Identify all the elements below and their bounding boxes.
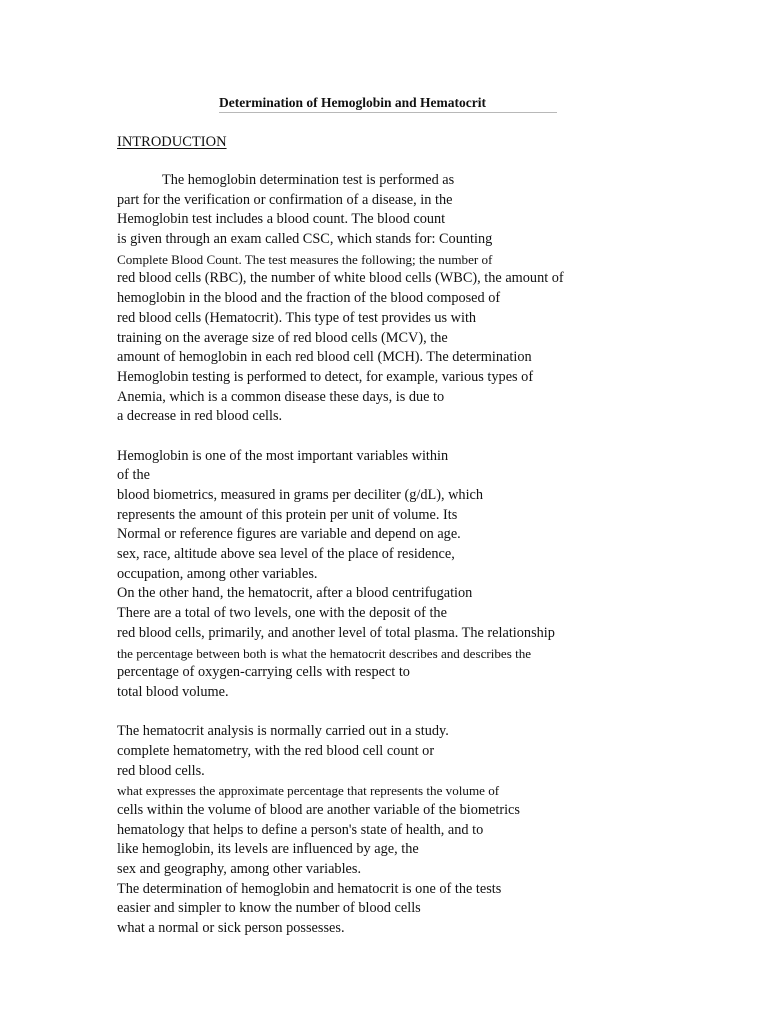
text-line: easier and simpler to know the number of blood cells xyxy=(117,900,421,917)
text-line: red blood cells. xyxy=(117,762,205,779)
text-line: red blood cells, primarily, and another level of total plasma. The relationship xyxy=(117,624,555,641)
text-line: like hemoglobin, its levels are influenced by age, the xyxy=(117,841,419,858)
text-line: red blood cells (Hematocrit). This type of test provides us with xyxy=(117,309,477,326)
text-line: Hemoglobin testing is performed to detect, for example, various types of xyxy=(117,368,534,385)
text-line: represents the amount of this protein per unit of volume. Its xyxy=(117,506,458,523)
text-line: complete hematometry, with the red blood cell count or xyxy=(117,742,435,759)
text-line: The hematocrit analysis is normally carried out in a study. xyxy=(117,723,449,740)
text-line: amount of hemoglobin in each red blood cell (MCH). The determination xyxy=(117,349,532,366)
text-line: what a normal or sick person possesses. xyxy=(117,920,345,937)
text-line: occupation, among other variables. xyxy=(117,565,318,582)
text-line: Normal or reference figures are variable and depend on age. xyxy=(117,526,461,543)
text-line: There are a total of two levels, one with the deposit of the xyxy=(117,605,447,622)
text-line: the percentage between both is what the hematocrit describes and describes the xyxy=(117,645,532,661)
text-line: sex, race, altitude above sea level of the place of residence, xyxy=(117,546,455,563)
text-line: of the xyxy=(117,467,150,484)
text-line: a decrease in red blood cells. xyxy=(117,408,283,425)
text-line: is given through an exam called CSC, which stands for: Counting xyxy=(117,231,493,248)
text-line: percentage of oxygen-carrying cells with respect to xyxy=(117,664,410,681)
blank-line xyxy=(117,427,737,447)
text-line: Complete Blood Count. The test measures the following; the number of xyxy=(117,251,493,267)
text-line: hematology that helps to define a person's state of health, and to xyxy=(117,821,484,838)
text-line: Hemoglobin is one of the most important variables within xyxy=(117,447,449,464)
document-title: Determination of Hemoglobin and Hematocrit xyxy=(219,94,557,113)
text-line: Hemoglobin test includes a blood count. The blood count xyxy=(117,211,446,228)
text-line: The determination of hemoglobin and hematocrit is one of the tests xyxy=(117,880,502,897)
text-line: red blood cells (RBC), the number of white blood cells (WBC), the amount of xyxy=(117,270,564,287)
text-line: blood biometrics, measured in grams per deciliter (g/dL), which xyxy=(117,487,484,503)
text-line: sex and geography, among other variables. xyxy=(117,861,362,878)
text-line: total blood volume. xyxy=(117,683,229,700)
body-text xyxy=(117,171,737,939)
text-line: training on the average size of red blood cells (MCV), the xyxy=(117,329,448,346)
section-heading: INTRODUCTION xyxy=(117,134,227,150)
text-line: part for the verification or confirmation of a disease, in the xyxy=(117,191,453,208)
text-line: The hemoglobin determination test is performed as xyxy=(162,172,455,188)
blank-line xyxy=(117,703,737,723)
text-line: On the other hand, the hematocrit, after a blood centrifugation xyxy=(117,585,473,602)
text-line: hemoglobin in the blood and the fraction of the blood composed of xyxy=(117,290,501,307)
text-line: cells within the volume of blood are another variable of the biometrics xyxy=(117,802,520,818)
text-line: Anemia, which is a common disease these days, is due to xyxy=(117,388,445,405)
text-line: what expresses the approximate percentage that represents the volume of xyxy=(117,783,500,799)
